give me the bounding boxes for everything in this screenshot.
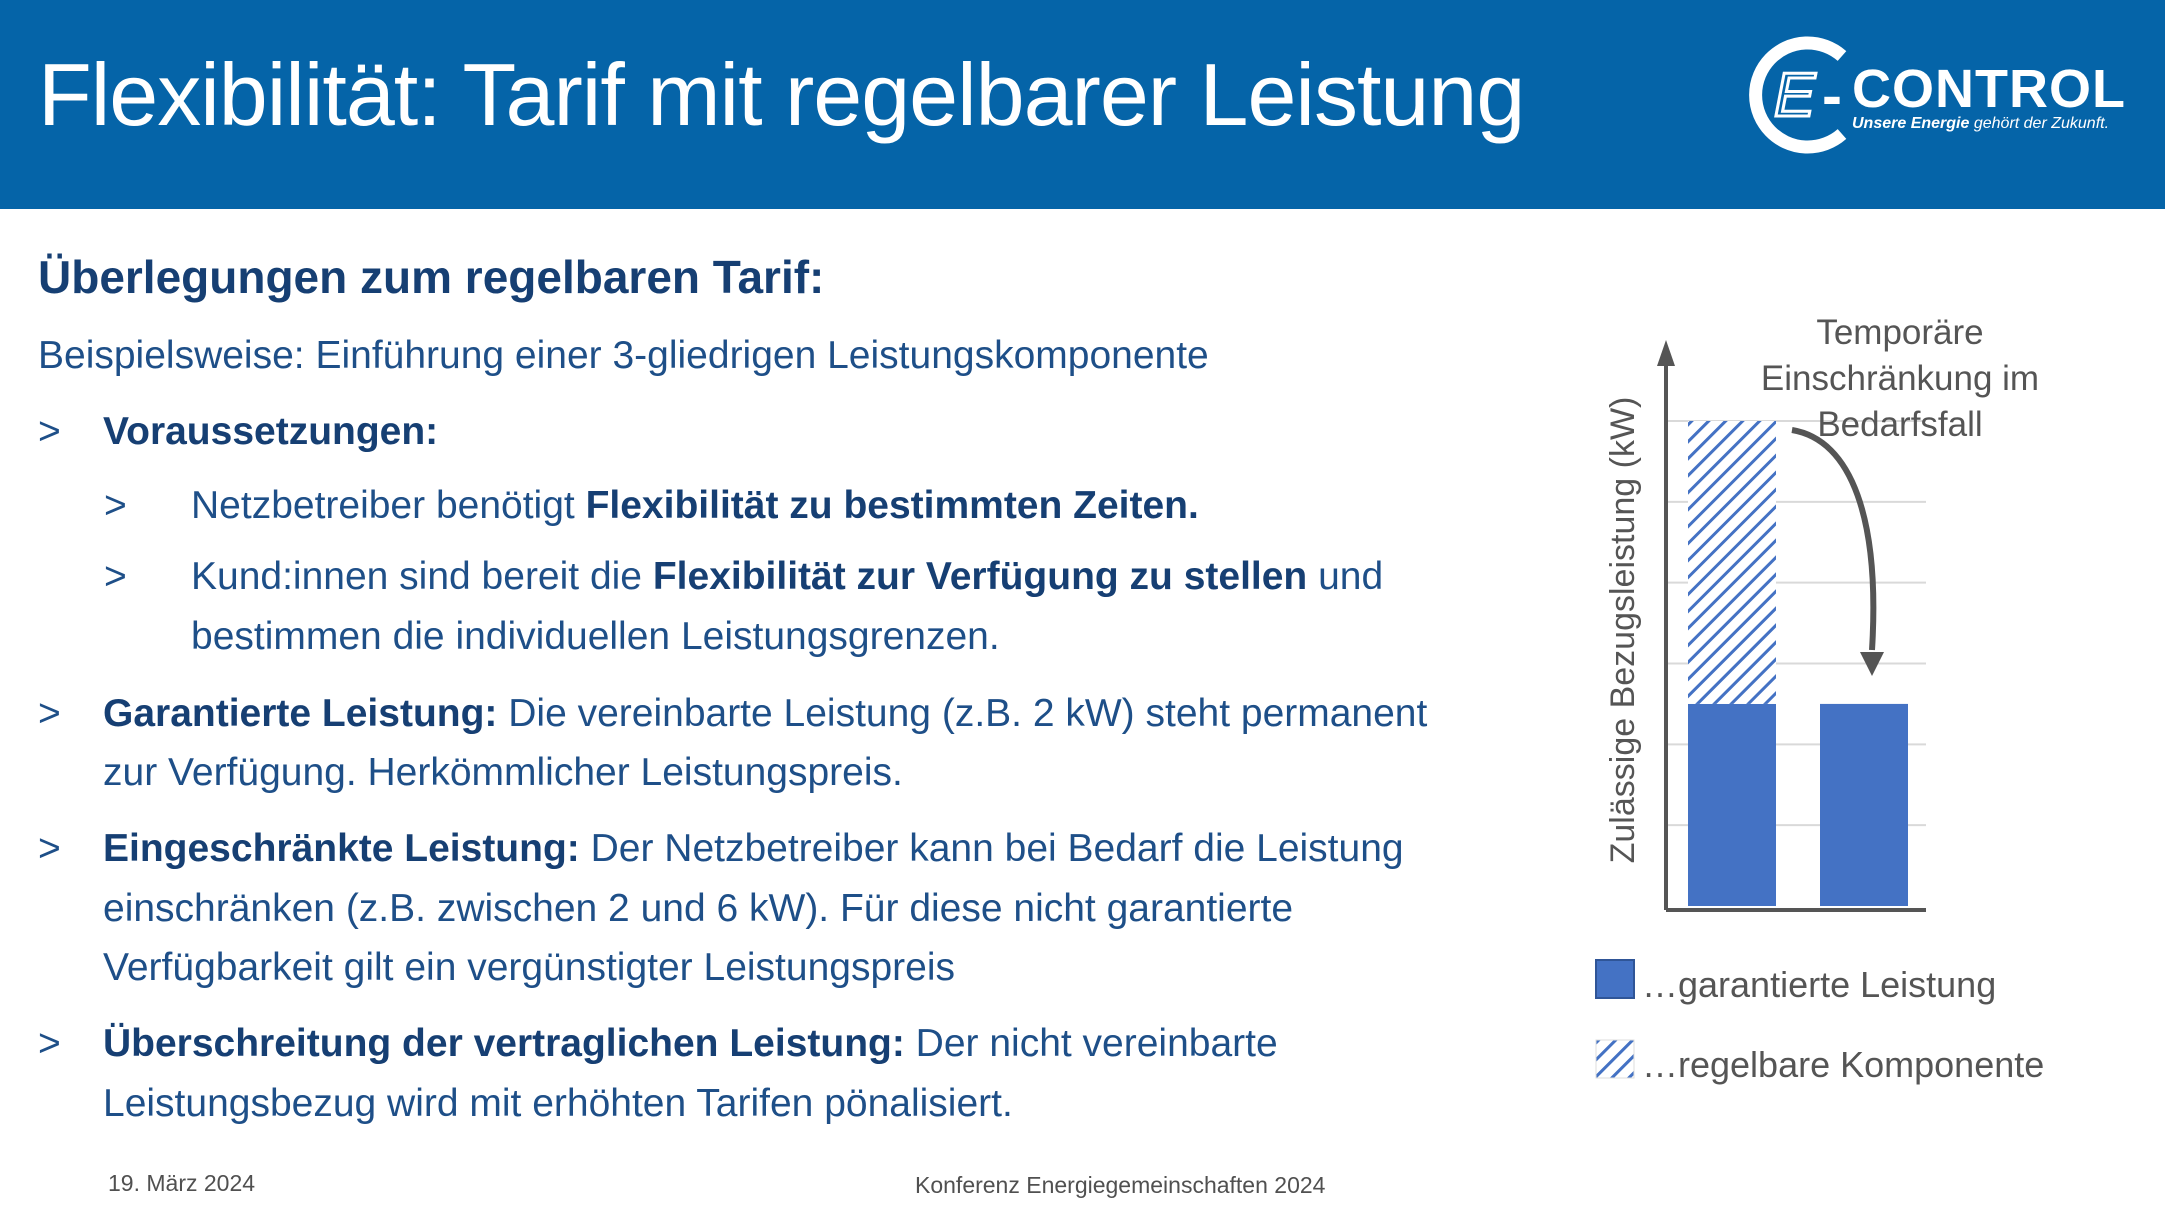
- logo-dash: -: [1822, 62, 1842, 129]
- y-axis-arrowhead: [1657, 340, 1675, 366]
- bar-garantiert-2: [1820, 704, 1908, 906]
- annotation-line-3: Bedarfsfall: [1817, 405, 1983, 444]
- bullet-arrow: >: [38, 1022, 61, 1065]
- section-heading: Überlegungen zum regelbaren Tarif:: [38, 251, 825, 303]
- annotation-line-1: Temporäre: [1816, 313, 1984, 352]
- header-bar: [0, 0, 2165, 209]
- flexibility-bar-chart: [1590, 300, 2150, 1100]
- bullet-label: Voraussetzungen:: [103, 410, 439, 453]
- logo-tagline: Unsere Energie gehört der Zukunft.: [1852, 115, 2110, 132]
- logo-letter: E: [1774, 61, 1816, 130]
- sub-bullet-netzbetreiber: > Netzbetreiber benötigt Flexibilität zu bestimmten Zeiten.: [104, 476, 1304, 536]
- bar-garantiert-1: [1688, 704, 1776, 906]
- footer-date: 19. März 2024: [108, 1170, 256, 1196]
- logo-word: CONTROL: [1852, 59, 2126, 119]
- bar-regelbar-1: [1688, 421, 1776, 704]
- bullet-arrow: >: [38, 692, 61, 735]
- legend-label-garantiert: …garantierte Leistung: [1642, 964, 1997, 1005]
- bullet-arrow: >: [38, 827, 61, 870]
- sub-bullet-kundinnen: > Kund:innen sind bereit die Flexibilität zur Verfügung zu stellen und bestimmen die individuellen Leistungsgrenzen.: [104, 547, 1304, 667]
- bullet-ueberschreitung: > Überschreitung der vertraglichen Leistung: Der nicht vereinbarte Leistungsbezug wird mit erhöhten Tarifen pönalisiert.: [38, 1014, 1338, 1134]
- annotation-line-2: Einschränkung im: [1760, 359, 2040, 398]
- bullet-arrow: >: [104, 484, 127, 527]
- bullet-garantierte-leistung: > Garantierte Leistung: Die vereinbarte Leistung (z.B. 2 kW) steht permanent zur Verfügung. Herkömmlicher Leistungspreis.: [38, 684, 1338, 804]
- bullet-voraussetzungen: [38, 402, 1338, 462]
- legend-label-regelbar: …regelbare Komponente: [1642, 1044, 2045, 1085]
- bullet-eingeschraenkte-leistung: > Eingeschränkte Leistung: Der Netzbetreiber kann bei Bedarf die Leistung einschränken (z.B. zwischen 2 und 6 kW). Für diese nicht garantierte Verfügbarkeit gilt ein vergünstigter Leistungspreis: [38, 819, 1338, 999]
- y-axis-label: Zulässige Bezugsleistung (kW): [1604, 396, 1642, 864]
- bullet-arrow: >: [104, 555, 127, 598]
- legend-swatch-regelbar: [1596, 1040, 1634, 1078]
- intro-text: Beispielsweise: Einführung einer 3-gliedrigen Leistungskomponente: [38, 334, 1209, 377]
- reduction-arrow: [1792, 430, 1873, 650]
- legend-swatch-garantiert: [1596, 960, 1634, 998]
- footer-conference: Konferenz Energiegemeinschaften 2024: [915, 1172, 1326, 1198]
- slide-title: Flexibilität: Tarif mit regelbarer Leistung: [38, 45, 1525, 144]
- bullet-arrow: >: [38, 410, 61, 453]
